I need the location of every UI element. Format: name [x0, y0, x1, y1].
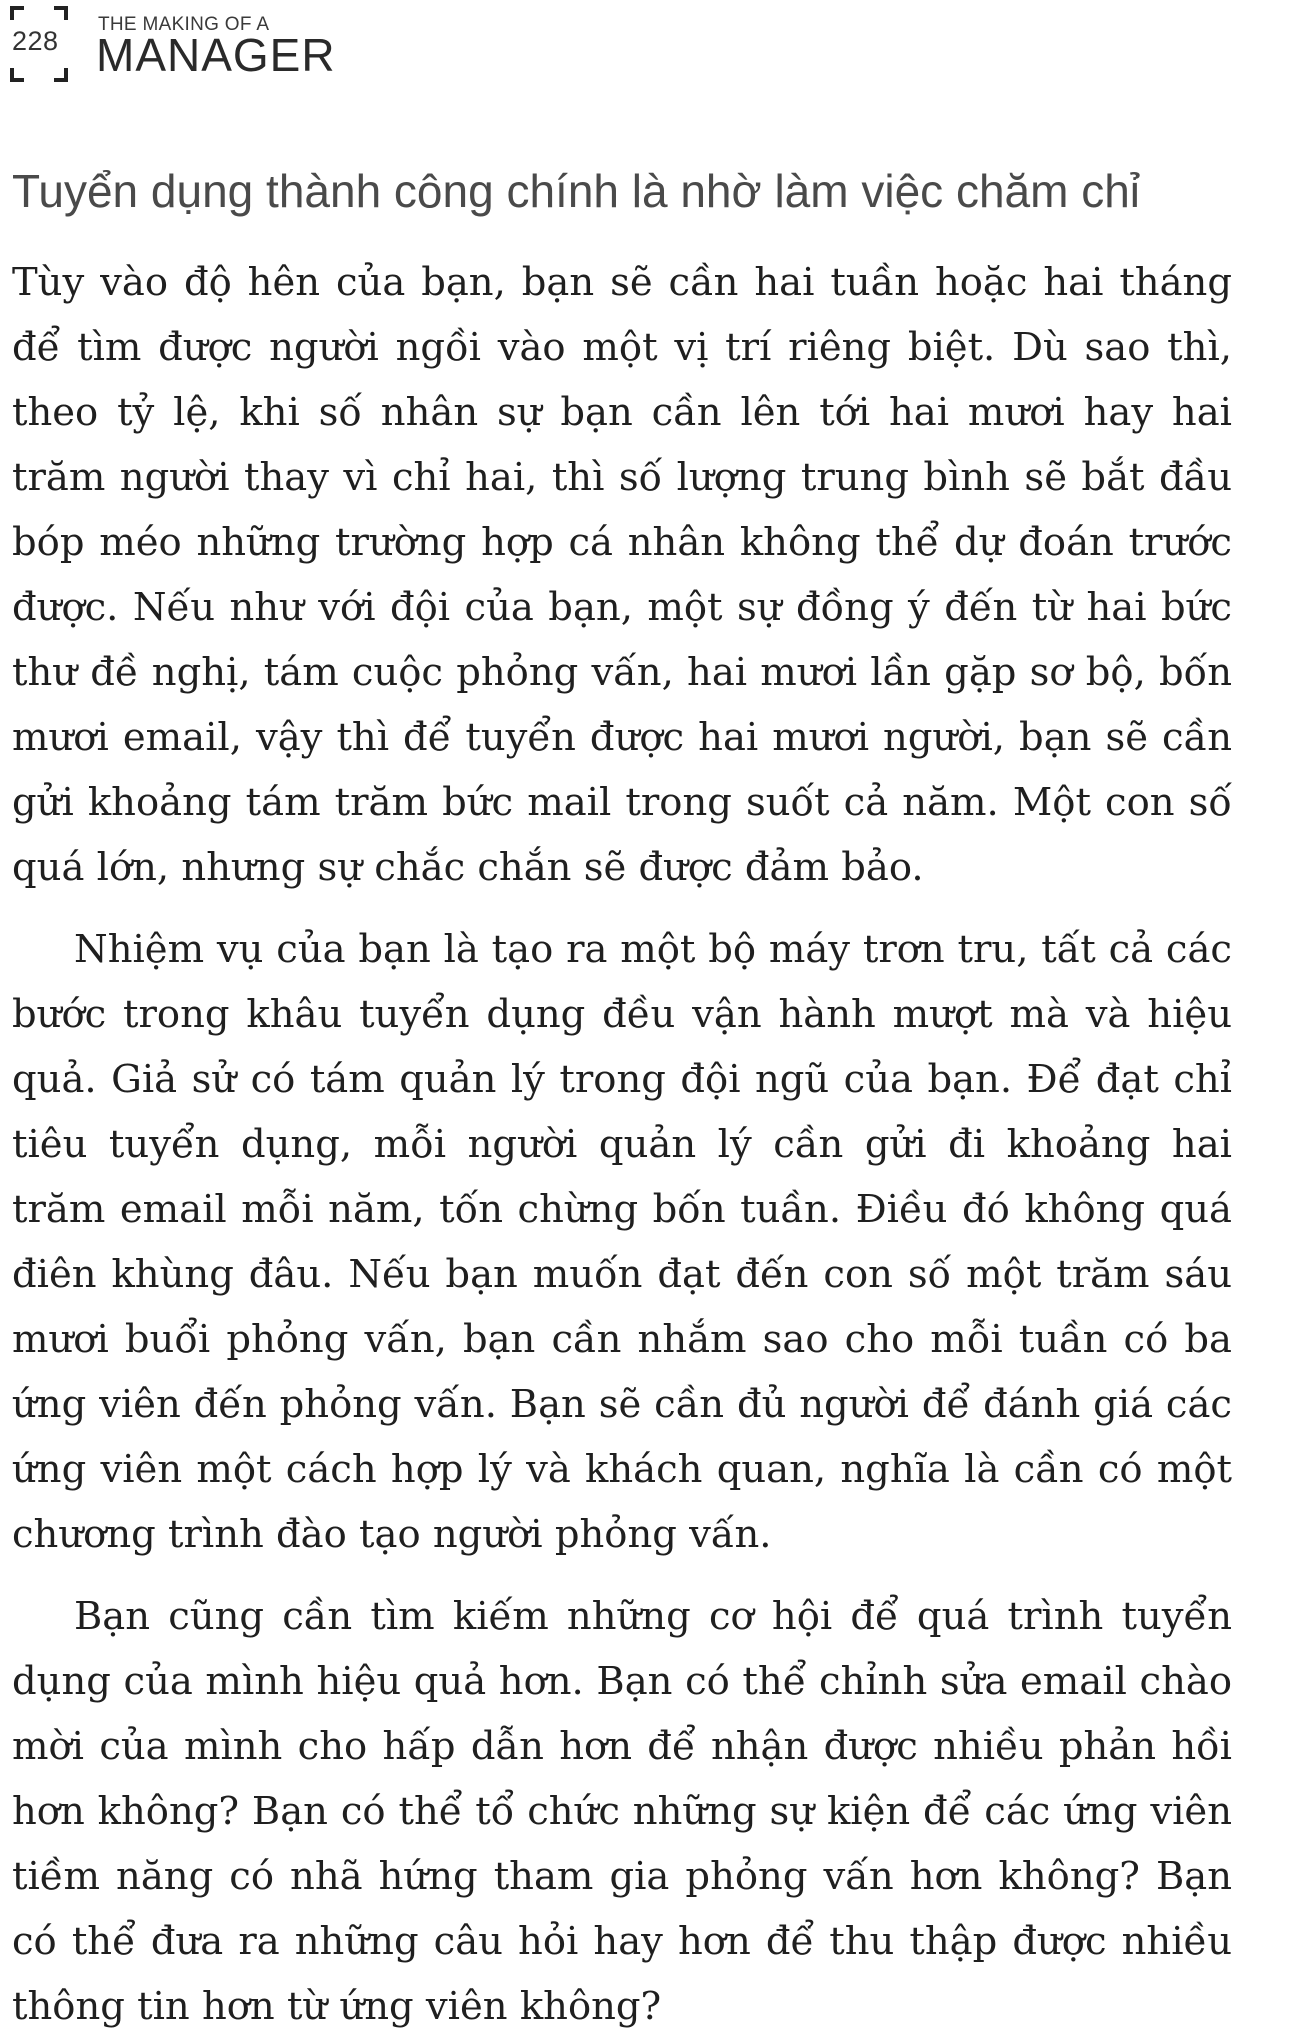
section-heading: Tuyển dụng thành công chính là nhờ làm việc chăm chỉ — [12, 165, 1141, 217]
paragraph-2: Nhiệm vụ của bạn là tạo ra một bộ máy trơn tru, tất cả các bước trong khâu tuyển dụng đều vận hành mượt mà và hiệu quả. Giả sử có tám quản lý trong đội ngũ của bạn. Để đạt chỉ tiêu tuyển dụng, mỗi người quản lý cần gửi đi khoảng hai trăm email mỗi năm, tốn chừng bốn tuần. Điều đó không quá điên khùng đâu. Nếu bạn muốn đạt đến con số một trăm sáu mươi buổi phỏng vấn, bạn cần nhắm sao cho mỗi tuần có ba ứng viên đến phỏng vấn. Bạn sẽ cần đủ người để đánh giá các ứng viên một cách hợp lý và khách quan, nghĩa là cần có một chương trình đào tạo người phỏng vấn. — [12, 927, 1232, 1557]
book-title-small: THE MAKING OF A — [98, 14, 270, 35]
book-title-large: MANAGER — [96, 29, 336, 81]
running-header — [10, 6, 410, 82]
page-number: 228 — [12, 26, 59, 56]
paragraph-3: Bạn cũng cần tìm kiếm những cơ hội để quá trình tuyển dụng của mình hiệu quả hơn. Bạn có thể chỉnh sửa email chào mời của mình cho hấp dẫn hơn để nhận được nhiều phản hồi hơn không? Bạn có thể tổ chức những sự kiện để các ứng viên tiềm năng có nhã hứng tham gia phỏng vấn hơn không? Bạn có thể đưa ra những câu hỏi hay hơn để thu thập được nhiều thông tin hơn từ ứng viên không? — [12, 1594, 1232, 2029]
body-text — [12, 250, 1232, 2039]
page-number-frame — [10, 6, 68, 82]
paragraph-1: Tùy vào độ hên của bạn, bạn sẽ cần hai tuần hoặc hai tháng để tìm được người ngồi vào một vị trí riêng biệt. Dù sao thì, theo tỷ lệ, khi số nhân sự bạn cần lên tới hai mươi hay hai trăm người thay vì chỉ hai, thì số lượng trung bình sẽ bắt đầu bóp méo những trường hợp cá nhân không thể dự đoán trước được. Nếu như với đội của bạn, một sự đồng ý đến từ hai bức thư đề nghị, tám cuộc phỏng vấn, hai mươi lần gặp sơ bộ, bốn mươi email, vậy thì để tuyển được hai mươi người, bạn sẽ cần gửi khoảng tám trăm bức mail trong suốt cả năm. Một con số quá lớn, nhưng sự chắc chắn sẽ được đảm bảo. — [12, 260, 1232, 890]
